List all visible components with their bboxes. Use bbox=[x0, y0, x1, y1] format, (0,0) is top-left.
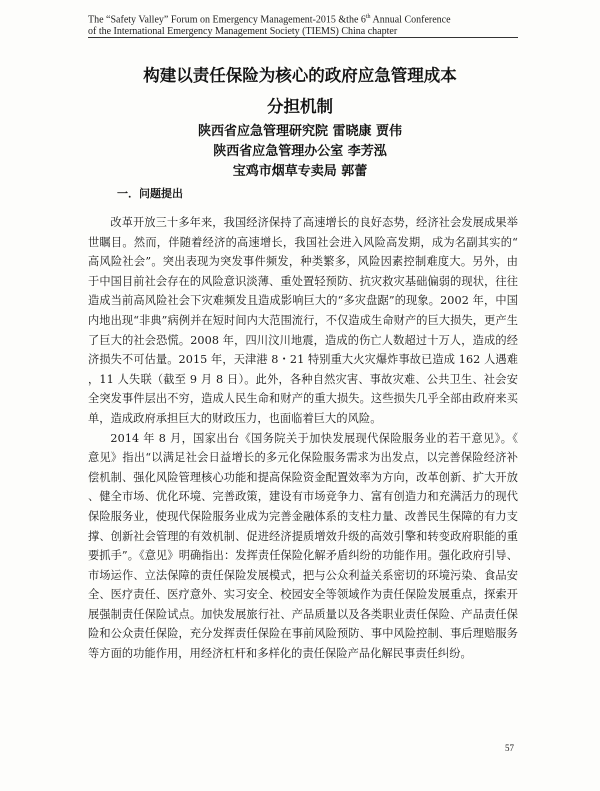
title-line-1: 构建以责任保险为核心的政府应急管理成本 bbox=[143, 66, 457, 85]
paragraph: 改革开放三十多年来，我国经济保持了高速增长的良好态势，经济社会发展成果举世瞩目。然而，伴随着经济的高速增长，我国社会进入风险高发期，成为名副其实的“高风险社会”。突出表现为突发事件频发，种类繁多，风险因素控制难度大。另外，由于中国目前社会存在的风险意识淡薄、重处置轻预防、抗灾救灾基础偏弱的现状，往往造成当前高风险社会下灾难频发且造成影响巨大的“多灾盘踞”的现象。2002 年，中国内地出现“非典”病例并在短时间内大范围流行，不仅造成生命财产的巨大损失，更产生了巨大的社会恐慌。2008 年，四川汶川地震，造成的伤亡人数超过十万人，造成的经济损失不可估量。2015 年，天津港 8・21 特别重大火灾爆炸事故已造成 162 人遇难，11 人失联（截至 9 月 8 日）。此外，各种自然灾害、事故灾难、公共卫生、社会安全突发事件层出不穷，造成人民生命和财产的重大损失。这些损失几乎全部由政府来买单，造成政府承担巨大的财政压力，也面临着巨大的风险。 bbox=[88, 216, 518, 425]
header-rule bbox=[88, 37, 518, 38]
author-affiliation-1: 陕西省应急管理研究院 雷晓康 贾伟 bbox=[197, 124, 403, 139]
running-header bbox=[88, 11, 518, 38]
body-text bbox=[88, 213, 518, 664]
author-affiliation-2: 陕西省应急管理办公室 李芳泓 bbox=[213, 144, 387, 159]
paragraph: 2014 年 8 月，国家出台《国务院关于加快发展现代保险服务业的若干意见》。《意见》指出“以满足社会日益增长的多元化保险服务需求为出发点，以完善保险经济补偿机制、强化风险管理核心功能和提高保险资金配置效率为方向，改革创新、扩大开放、健全市场、优化环境、完善政策，建设有市场竞争力、富有创造力和充满活力的现代保险服务业，使现代保险服务业成为完善金融体系的支柱力量、改善民生保障的有力支撑、创新社会管理的有效机制、促进经济提质增效升级的高效引擎和转变政府职能的重要抓手”。《意见》明确指出：发挥责任保险化解矛盾纠纷的功能作用。强化政府引导、市场运作、立法保障的责任保险发展模式，把与公众利益关系密切的环境污染、食品安全、医疗责任、医疗意外、实习安全、校园安全等领域作为责任保险发展重点，探索开展强制责任保险试点。加快发展旅行社、产品质量以及各类职业责任保险、产品责任保险和公众责任保险，充分发挥责任保险在事前风险预防、事中风险控制、事后理赔服务等方面的功能作用，用经济杠杆和多样化的责任保险产品化解民事责任纠纷。 bbox=[88, 431, 518, 661]
page-number: 57 bbox=[505, 743, 514, 753]
author-affiliation-3: 宝鸡市烟草专卖局 郭蕾 bbox=[232, 164, 368, 179]
header-line-2: of the International Emergency Management Society (TIEMS) China chapter bbox=[88, 26, 398, 38]
title-line-2: 分担机制 bbox=[267, 97, 333, 116]
header-line-1: The “Safety Valley” Forum on Emergency Management-2015 &the 6th Annual Conference bbox=[88, 14, 451, 26]
section-heading: 一．问题提出 bbox=[117, 187, 183, 200]
